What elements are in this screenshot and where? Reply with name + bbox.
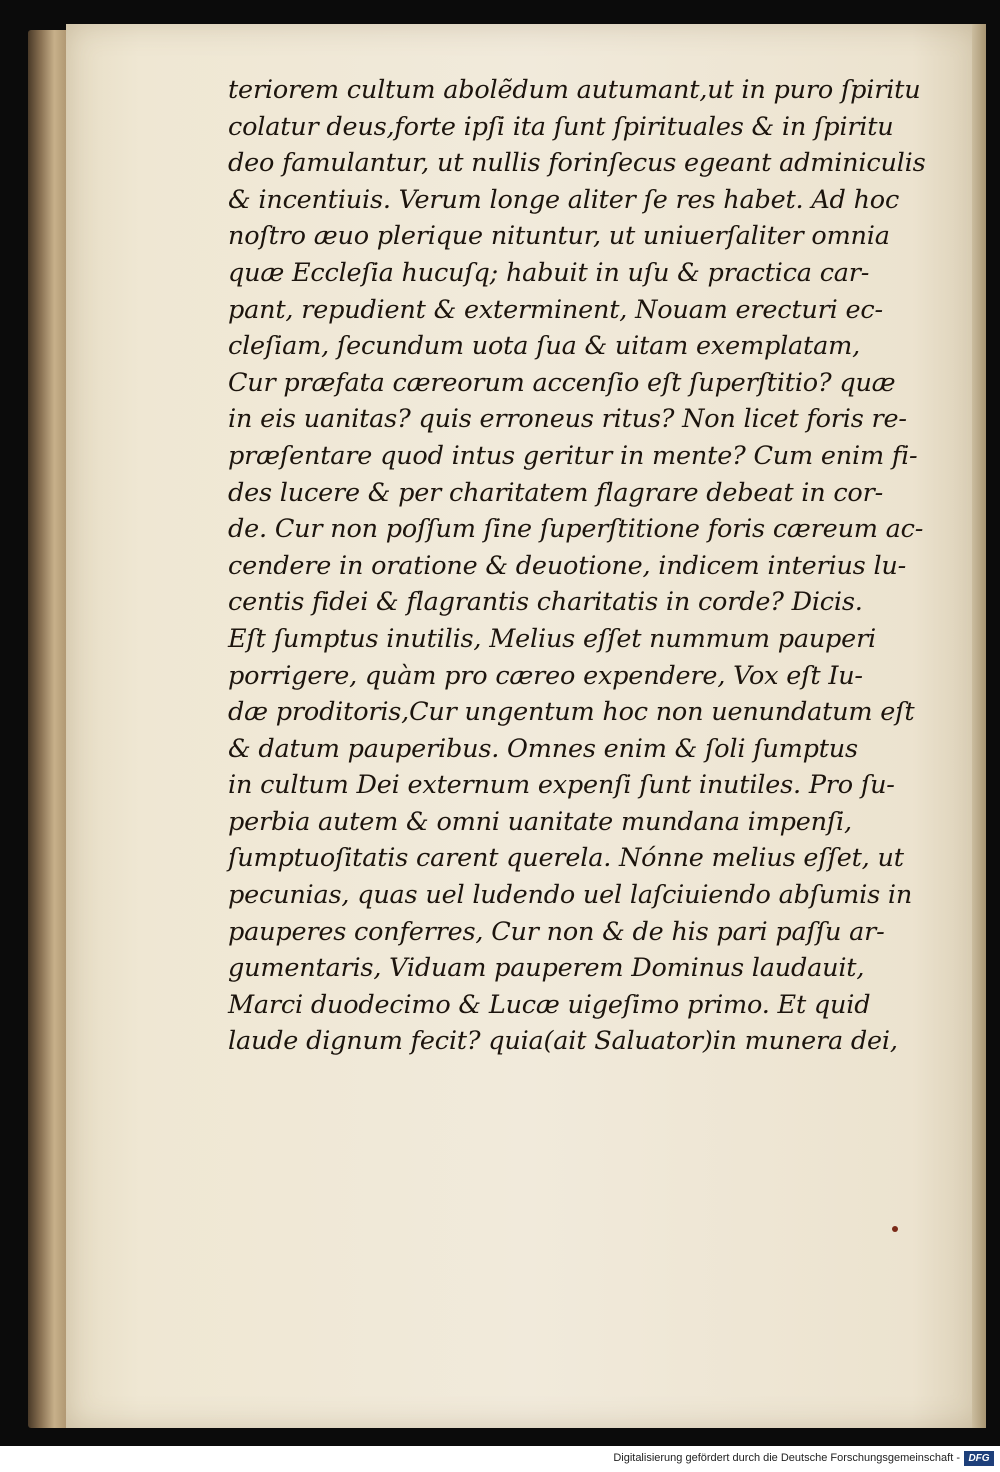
text-line: gumentaris, Viduam pauperem Dominus laudauit, bbox=[228, 953, 865, 984]
text-line: des lucere & per charitatem flagrare debeat in cor- bbox=[228, 477, 883, 508]
text-line: pecunias, quas uel ludendo uel laſciuiendo abſumis in bbox=[228, 880, 913, 911]
text-line: in cultum Dei externum expenſi ſunt inutiles. Pro ſu- bbox=[228, 770, 895, 801]
text-line: Eſt ſumptus inutilis, Melius eſſet nummum pauperi bbox=[228, 623, 877, 654]
text-line: in eis uanitas? quis erroneus ritus? Non licet foris re- bbox=[228, 404, 907, 435]
text-line: pauperes conferres, Cur non & de his pari paſſu ar- bbox=[228, 916, 885, 947]
text-line: cendere in oratione & deuotione, indicem interius lu- bbox=[228, 550, 907, 581]
text-line: porrigere, quàm pro cæreo expendere, Vox eſt Iu- bbox=[228, 660, 863, 691]
text-line: & datum pauperibus. Omnes enim & ſoli ſumptus bbox=[228, 733, 858, 764]
text-line: pant, repudient & exterminent, Nouam erecturi ec- bbox=[228, 294, 883, 325]
text-line: præſentare quod intus geritur in mente? Cum enim fi- bbox=[228, 440, 918, 471]
text-line: perbia autem & omni uanitate mundana impenſi, bbox=[228, 806, 852, 837]
text-line: deo famulantur, ut nullis forinſecus egeant adminiculis bbox=[228, 148, 926, 179]
text-line: laude dignum fecit? quia(ait Saluator)in munera dei, bbox=[228, 1026, 898, 1057]
text-line: quæ Eccleſia hucuſq; habuit in uſu & practica car- bbox=[228, 257, 870, 288]
footer-bar bbox=[0, 1446, 1000, 1472]
text-line: centis fidei & flagrantis charitatis in corde? Dicis. bbox=[228, 587, 863, 618]
page-text bbox=[228, 72, 926, 1060]
text-line: Marci duodecimo & Lucæ uigeſimo primo. Et quid bbox=[228, 989, 871, 1020]
dfg-logo[interactable]: DFG bbox=[964, 1451, 994, 1466]
text-line: cleſiam, ſecundum uota ſua & uitam exemplatam, bbox=[228, 331, 860, 362]
text-line: teriorem cultum abolẽdum autumant,ut in puro ſpiritu bbox=[228, 75, 921, 105]
text-line: ſumptuoſitatis carent querela. Nónne melius eſſet, ut bbox=[228, 843, 904, 874]
text-line: colatur deus,forte ipſi ita ſunt ſpirituales & in ſpiritu bbox=[228, 111, 894, 142]
funding-credit: Digitalisierung gefördert durch die Deutsche Forschungsgemeinschaft - bbox=[613, 1452, 960, 1464]
ink-spot bbox=[892, 1226, 898, 1232]
text-line: de. Cur non poſſum ſine ſuperſtitione foris cæreum ac- bbox=[228, 514, 924, 545]
text-line: dæ proditoris,Cur ungentum hoc non uenundatum eſt bbox=[228, 697, 915, 728]
page-edge bbox=[972, 24, 986, 1428]
text-line: Cur præfata cæreorum accenſio eſt ſuperſtitio? quæ bbox=[228, 367, 896, 398]
text-line: & incentiuis. Verum longe aliter ſe res habet. Ad hoc bbox=[228, 184, 900, 215]
text-line: noſtro æuo plerique nituntur, ut uniuerſaliter omnia bbox=[228, 221, 890, 252]
